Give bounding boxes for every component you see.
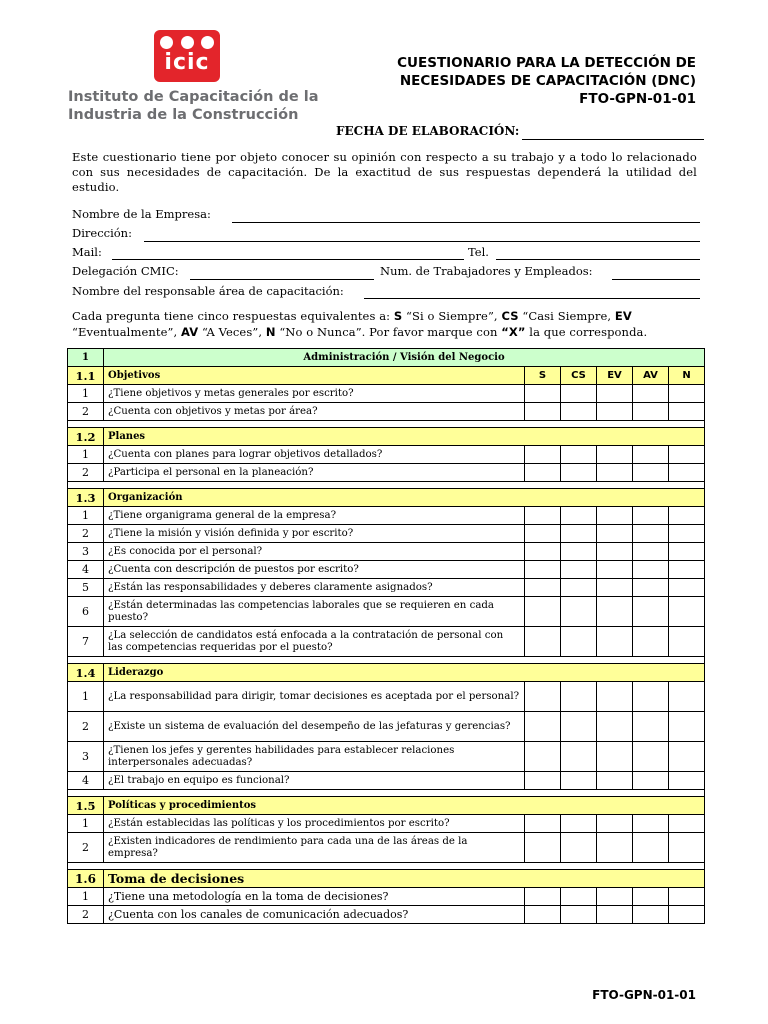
spacer-cell — [525, 790, 561, 797]
answer-cell-ev[interactable] — [597, 682, 633, 712]
section-title: Planes — [104, 428, 705, 446]
main-section-header — [68, 349, 705, 367]
question-text: ¿Tiene objetivos y metas generales por escrito? — [104, 385, 525, 403]
answer-cell-av[interactable] — [633, 403, 669, 421]
question-text: ¿Es conocida por el personal? — [104, 543, 525, 561]
legend-key-n: N — [265, 325, 276, 339]
answer-cell-av[interactable] — [633, 906, 669, 924]
spacer-cell — [68, 482, 104, 489]
answer-cell-n[interactable] — [669, 597, 705, 627]
institute-name-line2: Industria de la Construcción — [68, 107, 299, 123]
question-row — [68, 446, 705, 464]
answer-cell-cs[interactable] — [561, 682, 597, 712]
answer-cell-s[interactable] — [525, 597, 561, 627]
answer-cell-cs[interactable] — [561, 888, 597, 906]
spacer-cell — [561, 657, 597, 664]
spacer-cell — [597, 657, 633, 664]
answer-cell-ev[interactable] — [597, 464, 633, 482]
answer-cell-n[interactable] — [669, 543, 705, 561]
answer-column-header: EV — [597, 367, 633, 385]
spacer-cell — [597, 482, 633, 489]
question-text: ¿Cuenta con descripción de puestos por escrito? — [104, 561, 525, 579]
answer-cell-ev[interactable] — [597, 403, 633, 421]
spacer-row — [68, 657, 705, 664]
mail-label: Mail: — [72, 245, 102, 259]
legend-key-s: S — [393, 309, 403, 323]
answer-cell-n[interactable] — [669, 682, 705, 712]
answer-cell-av[interactable] — [633, 712, 669, 742]
question-number: 1 — [68, 446, 104, 464]
answer-cell-ev[interactable] — [597, 579, 633, 597]
icic-logo — [68, 30, 319, 130]
answer-cell-ev[interactable] — [597, 815, 633, 833]
answer-cell-cs[interactable] — [561, 385, 597, 403]
answer-cell-s[interactable] — [525, 464, 561, 482]
question-row — [68, 888, 705, 906]
legend-text: “No o Nunca”. Por favor marque con — [275, 325, 502, 339]
legend-key-ev: EV — [614, 309, 632, 323]
spacer-cell — [525, 657, 561, 664]
question-row — [68, 561, 705, 579]
question-number: 3 — [68, 543, 104, 561]
legend-key-x: “X” — [501, 325, 526, 339]
spacer-cell — [561, 421, 597, 428]
question-number: 6 — [68, 597, 104, 627]
logo-text: icic — [164, 50, 210, 75]
answer-cell-n[interactable] — [669, 579, 705, 597]
main-section-number: 1 — [68, 349, 104, 367]
question-text: ¿La selección de candidatos está enfocada a la contratación de personal con las competencias requeridas por el puesto? — [104, 627, 525, 657]
legend-text: “Si o Siempre”, — [402, 309, 502, 323]
question-text: ¿Cuenta con los canales de comunicación adecuados? — [104, 906, 525, 924]
section-title: Toma de decisiones — [104, 870, 705, 888]
spacer-cell — [633, 657, 669, 664]
answer-cell-n[interactable] — [669, 507, 705, 525]
legend-text: “Eventualmente”, — [72, 325, 181, 339]
section-title: Objetivos — [104, 367, 525, 385]
question-text: ¿Existen indicadores de rendimiento para cada una de las áreas de la empresa? — [104, 833, 525, 863]
spacer-cell — [104, 482, 525, 489]
question-text: ¿Cuenta con objetivos y metas por área? — [104, 403, 525, 421]
answer-cell-s[interactable] — [525, 712, 561, 742]
spacer-cell — [633, 790, 669, 797]
legend-text: “A Veces”, — [198, 325, 266, 339]
question-text: ¿Están determinadas las competencias laborales que se requieren en cada puesto? — [104, 597, 525, 627]
answer-cell-av[interactable] — [633, 682, 669, 712]
answer-cell-s[interactable] — [525, 682, 561, 712]
answer-cell-cs[interactable] — [561, 906, 597, 924]
question-text: ¿Tienen los jefes y gerentes habilidades para establecer relaciones interpersonales adecuadas? — [104, 742, 525, 772]
answer-cell-s[interactable] — [525, 627, 561, 657]
logo-mark — [154, 30, 220, 82]
section-number: 1.3 — [68, 489, 104, 507]
tel-input-line[interactable] — [496, 259, 700, 260]
answer-cell-n[interactable] — [669, 525, 705, 543]
answer-cell-n[interactable] — [669, 815, 705, 833]
answer-cell-av[interactable] — [633, 507, 669, 525]
answer-cell-cs[interactable] — [561, 525, 597, 543]
answer-cell-ev[interactable] — [597, 742, 633, 772]
answer-cell-av[interactable] — [633, 742, 669, 772]
answer-cell-cs[interactable] — [561, 815, 597, 833]
question-number: 7 — [68, 627, 104, 657]
answer-cell-ev[interactable] — [597, 597, 633, 627]
answer-cell-av[interactable] — [633, 627, 669, 657]
num-trabajadores-label: Num. de Trabajadores y Empleados: — [380, 264, 593, 278]
question-text: ¿Cuenta con planes para lograr objetivos detallados? — [104, 446, 525, 464]
section-number: 1.2 — [68, 428, 104, 446]
answer-cell-n[interactable] — [669, 888, 705, 906]
legend-key-av: AV — [180, 325, 199, 339]
answer-cell-n[interactable] — [669, 446, 705, 464]
answer-cell-n[interactable] — [669, 712, 705, 742]
answer-cell-av[interactable] — [633, 561, 669, 579]
question-row — [68, 597, 705, 627]
spacer-row — [68, 863, 705, 870]
section-title: Liderazgo — [104, 664, 705, 682]
section-title: Políticas y procedimientos — [104, 797, 705, 815]
answer-cell-ev[interactable] — [597, 772, 633, 790]
spacer-cell — [525, 482, 561, 489]
answer-cell-n[interactable] — [669, 906, 705, 924]
answer-cell-s[interactable] — [525, 815, 561, 833]
question-text: ¿Participa el personal en la planeación? — [104, 464, 525, 482]
section-header — [68, 797, 705, 815]
spacer-cell — [104, 657, 525, 664]
answer-cell-ev[interactable] — [597, 906, 633, 924]
question-number: 1 — [68, 815, 104, 833]
answer-cell-cs[interactable] — [561, 403, 597, 421]
spacer-cell — [633, 863, 669, 870]
spacer-cell — [68, 790, 104, 797]
document-code: FTO-GPN-01-01 — [579, 91, 696, 107]
answer-cell-cs[interactable] — [561, 446, 597, 464]
answer-cell-cs[interactable] — [561, 543, 597, 561]
answer-cell-ev[interactable] — [597, 385, 633, 403]
spacer-cell — [633, 421, 669, 428]
intro-paragraph: Este cuestionario tiene por objeto conocer su opinión con respecto a su trabajo y a todo lo relacionado con sus necesidades de capacitación. De la exactitud de sus respuestas dependerá la utilidad del estudio. — [72, 150, 697, 194]
question-row — [68, 815, 705, 833]
spacer-cell — [104, 421, 525, 428]
answer-cell-av[interactable] — [633, 772, 669, 790]
direccion-input-line[interactable] — [144, 241, 700, 242]
answer-cell-av[interactable] — [633, 525, 669, 543]
mail-input-line[interactable] — [112, 259, 464, 260]
section-header — [68, 367, 705, 385]
answer-legend — [72, 308, 702, 340]
answer-cell-av[interactable] — [633, 888, 669, 906]
question-number: 1 — [68, 507, 104, 525]
legend-text: la que corresponda. — [525, 325, 648, 339]
question-row — [68, 742, 705, 772]
spacer-cell — [561, 482, 597, 489]
answer-cell-s[interactable] — [525, 906, 561, 924]
answer-cell-cs[interactable] — [561, 579, 597, 597]
question-text: ¿Tiene una metodología en la toma de decisiones? — [104, 888, 525, 906]
answer-cell-n[interactable] — [669, 403, 705, 421]
answer-cell-s[interactable] — [525, 385, 561, 403]
fecha-input-line[interactable] — [522, 139, 704, 140]
question-row — [68, 712, 705, 742]
section-header — [68, 870, 705, 888]
spacer-cell — [104, 790, 525, 797]
question-row — [68, 579, 705, 597]
answer-cell-cs[interactable] — [561, 712, 597, 742]
spacer-cell — [669, 790, 705, 797]
footer-document-code: FTO-GPN-01-01 — [592, 988, 696, 1002]
answer-cell-ev[interactable] — [597, 627, 633, 657]
spacer-cell — [597, 790, 633, 797]
spacer-cell — [68, 863, 104, 870]
question-number: 3 — [68, 742, 104, 772]
question-text: ¿Tiene la misión y visión definida y por escrito? — [104, 525, 525, 543]
answer-cell-s[interactable] — [525, 525, 561, 543]
answer-cell-ev[interactable] — [597, 561, 633, 579]
answer-cell-s[interactable] — [525, 543, 561, 561]
spacer-cell — [669, 863, 705, 870]
spacer-cell — [633, 482, 669, 489]
question-row — [68, 403, 705, 421]
question-number: 5 — [68, 579, 104, 597]
question-text: ¿Tiene organigrama general de la empresa? — [104, 507, 525, 525]
title-line1: CUESTIONARIO PARA LA DETECCIÓN DE — [397, 55, 696, 71]
spacer-row — [68, 790, 705, 797]
answer-cell-n[interactable] — [669, 627, 705, 657]
title-line2: NECESIDADES DE CAPACITACIÓN (DNC) — [399, 73, 696, 89]
section-header — [68, 664, 705, 682]
answer-cell-s[interactable] — [525, 888, 561, 906]
answer-cell-s[interactable] — [525, 446, 561, 464]
question-number: 2 — [68, 464, 104, 482]
answer-cell-av[interactable] — [633, 446, 669, 464]
logo-dots-icon — [160, 36, 214, 50]
answer-cell-av[interactable] — [633, 815, 669, 833]
question-number: 1 — [68, 385, 104, 403]
answer-cell-s[interactable] — [525, 507, 561, 525]
question-row — [68, 385, 705, 403]
answer-cell-cs[interactable] — [561, 507, 597, 525]
answer-cell-ev[interactable] — [597, 525, 633, 543]
question-number: 4 — [68, 772, 104, 790]
delegacion-input-line[interactable] — [190, 279, 374, 280]
question-text: ¿La responsabilidad para dirigir, tomar decisiones es aceptada por el personal? — [104, 682, 525, 712]
question-row — [68, 464, 705, 482]
answer-cell-av[interactable] — [633, 464, 669, 482]
answer-column-header: AV — [633, 367, 669, 385]
answer-cell-ev[interactable] — [597, 712, 633, 742]
answer-cell-av[interactable] — [633, 597, 669, 627]
answer-cell-cs[interactable] — [561, 561, 597, 579]
direccion-label: Dirección: — [72, 226, 132, 240]
institute-name — [68, 88, 319, 124]
answer-cell-s[interactable] — [525, 579, 561, 597]
answer-cell-cs[interactable] — [561, 597, 597, 627]
empresa-label: Nombre de la Empresa: — [72, 207, 211, 221]
section-number: 1.6 — [68, 870, 104, 888]
question-number: 2 — [68, 833, 104, 863]
answer-column-header: N — [669, 367, 705, 385]
answer-cell-ev[interactable] — [597, 446, 633, 464]
answer-cell-cs[interactable] — [561, 833, 597, 863]
spacer-cell — [669, 657, 705, 664]
responsable-input-line[interactable] — [364, 298, 700, 299]
question-row — [68, 833, 705, 863]
answer-cell-s[interactable] — [525, 772, 561, 790]
num-trabajadores-input-line[interactable] — [612, 279, 700, 280]
question-row — [68, 543, 705, 561]
fecha-label: FECHA DE ELABORACIÓN: — [336, 124, 520, 138]
spacer-cell — [525, 863, 561, 870]
spacer-cell — [669, 421, 705, 428]
spacer-row — [68, 421, 705, 428]
answer-cell-ev[interactable] — [597, 888, 633, 906]
document-title — [397, 54, 696, 108]
answer-cell-s[interactable] — [525, 833, 561, 863]
spacer-cell — [561, 790, 597, 797]
answer-cell-n[interactable] — [669, 561, 705, 579]
section-number: 1.4 — [68, 664, 104, 682]
responsable-label: Nombre del responsable área de capacitación: — [72, 284, 344, 298]
answer-cell-s[interactable] — [525, 561, 561, 579]
delegacion-label: Delegación CMIC: — [72, 264, 179, 278]
answer-cell-cs[interactable] — [561, 742, 597, 772]
answer-cell-s[interactable] — [525, 403, 561, 421]
spacer-cell — [597, 863, 633, 870]
question-number: 4 — [68, 561, 104, 579]
question-number: 2 — [68, 525, 104, 543]
main-section-title: Administración / Visión del Negocio — [104, 349, 705, 367]
question-row — [68, 627, 705, 657]
question-row — [68, 507, 705, 525]
answer-cell-s[interactable] — [525, 742, 561, 772]
spacer-cell — [561, 863, 597, 870]
section-header — [68, 489, 705, 507]
section-number: 1.1 — [68, 367, 104, 385]
legend-text: “Casi Siempre, — [518, 309, 615, 323]
spacer-cell — [104, 863, 525, 870]
question-number: 2 — [68, 403, 104, 421]
answer-cell-av[interactable] — [633, 579, 669, 597]
section-header — [68, 428, 705, 446]
question-number: 1 — [68, 888, 104, 906]
answer-column-header: CS — [561, 367, 597, 385]
answer-column-header: S — [525, 367, 561, 385]
answer-cell-cs[interactable] — [561, 464, 597, 482]
empresa-input-line[interactable] — [232, 222, 700, 223]
spacer-cell — [68, 421, 104, 428]
section-number: 1.5 — [68, 797, 104, 815]
spacer-cell — [525, 421, 561, 428]
question-text: ¿Están establecidas las políticas y los procedimientos por escrito? — [104, 815, 525, 833]
answer-cell-ev[interactable] — [597, 833, 633, 863]
institute-name-line1: Instituto de Capacitación de la — [68, 89, 319, 105]
answer-cell-cs[interactable] — [561, 627, 597, 657]
spacer-cell — [68, 657, 104, 664]
question-number: 2 — [68, 712, 104, 742]
answer-cell-av[interactable] — [633, 385, 669, 403]
answer-cell-ev[interactable] — [597, 543, 633, 561]
answer-cell-ev[interactable] — [597, 507, 633, 525]
answer-cell-cs[interactable] — [561, 772, 597, 790]
answer-cell-n[interactable] — [669, 833, 705, 863]
answer-cell-n[interactable] — [669, 772, 705, 790]
answer-cell-av[interactable] — [633, 833, 669, 863]
answer-cell-av[interactable] — [633, 543, 669, 561]
answer-cell-n[interactable] — [669, 385, 705, 403]
question-row — [68, 772, 705, 790]
question-number: 2 — [68, 906, 104, 924]
section-title: Organización — [104, 489, 705, 507]
question-text: ¿El trabajo en equipo es funcional? — [104, 772, 525, 790]
spacer-cell — [669, 482, 705, 489]
questionnaire-table — [67, 348, 705, 924]
question-row — [68, 682, 705, 712]
spacer-row — [68, 482, 705, 489]
answer-cell-n[interactable] — [669, 464, 705, 482]
legend-text: Cada pregunta tiene cinco respuestas equivalentes a: — [72, 309, 394, 323]
tel-label: Tel. — [468, 245, 489, 259]
question-row — [68, 525, 705, 543]
question-text: ¿Existe un sistema de evaluación del desempeño de las jefaturas y gerencias? — [104, 712, 525, 742]
spacer-cell — [597, 421, 633, 428]
question-number: 1 — [68, 682, 104, 712]
legend-key-cs: CS — [501, 309, 519, 323]
answer-cell-n[interactable] — [669, 742, 705, 772]
question-row — [68, 906, 705, 924]
question-text: ¿Están las responsabilidades y deberes claramente asignados? — [104, 579, 525, 597]
